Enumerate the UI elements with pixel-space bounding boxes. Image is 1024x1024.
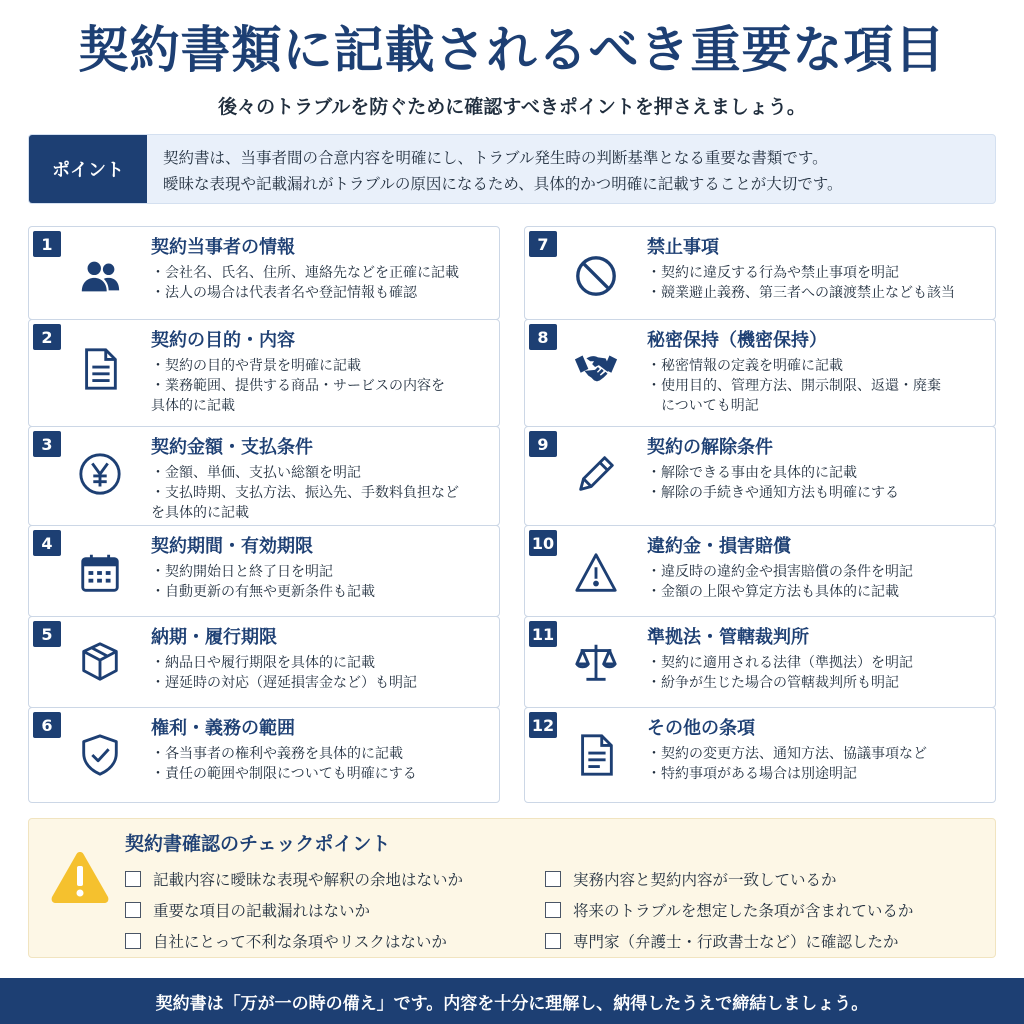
item-number: 10 — [529, 530, 557, 556]
item-point: ・支払時期、支払方法、振込先、手数料負担など — [151, 485, 459, 501]
item-point: ・特約事項がある場合は別途明記 — [647, 766, 857, 782]
item-title: 契約当事者の情報 — [151, 237, 295, 258]
item-point: ・責任の範囲や制限についても明確にする — [151, 766, 417, 782]
item-card-5 — [28, 616, 500, 708]
item-point: ・解除の手続きや通知方法も明確にする — [647, 485, 899, 501]
item-point: ・納品日や履行期限を具体的に記載 — [151, 655, 375, 671]
item-point: ・金額の上限や算定方法も具体的に記載 — [647, 584, 899, 600]
item-title: 準拠法・管轄裁判所 — [647, 627, 809, 648]
item-title: その他の条項 — [647, 718, 755, 739]
checkbox[interactable] — [545, 933, 561, 949]
item-point: ・金額、単価、支払い総額を明記 — [151, 465, 361, 481]
item-number: 3 — [33, 431, 61, 457]
item-number: 1 — [33, 231, 61, 257]
item-point: を具体的に記載 — [151, 505, 249, 521]
item-point: ・使用目的、管理方法、開示制限、返還・廃棄 — [647, 378, 941, 394]
point-label: ポイント — [29, 135, 147, 203]
prohibited-icon — [571, 251, 621, 301]
item-point: ・遅延時の対応（遅延損害金など）も明記 — [151, 675, 417, 691]
item-point: ・法人の場合は代表者名や登記情報も確認 — [151, 285, 417, 301]
checklist-title: 契約書確認のチェックポイント — [125, 833, 391, 855]
checklist-column-right — [545, 863, 913, 956]
item-number: 11 — [529, 621, 557, 647]
item-point: ・各当事者の権利や義務を具体的に記載 — [151, 746, 403, 762]
point-box — [28, 134, 996, 204]
calendar-icon — [75, 548, 125, 598]
point-text — [147, 135, 859, 203]
checklist-item[interactable] — [125, 863, 463, 894]
item-point: ・違反時の違約金や損害賠償の条件を明記 — [647, 564, 913, 580]
item-card-8 — [524, 319, 996, 427]
item-number: 8 — [529, 324, 557, 350]
checklist-label: 実務内容と契約内容が一致しているか — [573, 870, 837, 889]
item-number: 12 — [529, 712, 557, 738]
item-title: 契約の目的・内容 — [151, 330, 295, 351]
checkbox[interactable] — [545, 902, 561, 918]
item-point: ・競業避止義務、第三者への譲渡禁止なども該当 — [647, 285, 955, 301]
item-point: ・解除できる事由を具体的に記載 — [647, 465, 857, 481]
item-card-10 — [524, 525, 996, 617]
item-card-1 — [28, 226, 500, 320]
item-title: 納期・履行期限 — [151, 627, 277, 648]
item-point: ・契約開始日と終了日を明記 — [151, 564, 333, 580]
item-title: 禁止事項 — [647, 237, 719, 258]
item-number: 4 — [33, 530, 61, 556]
checklist-item[interactable] — [125, 925, 463, 956]
item-point: 具体的に記載 — [151, 398, 235, 414]
checkbox[interactable] — [125, 902, 141, 918]
item-point: ・業務範囲、提供する商品・サービスの内容を — [151, 378, 445, 394]
users-icon — [75, 251, 125, 301]
item-card-11 — [524, 616, 996, 708]
item-point: ・契約の変更方法、通知方法、協議事項など — [647, 746, 927, 762]
item-card-12 — [524, 707, 996, 803]
file-icon — [571, 730, 621, 780]
item-card-6 — [28, 707, 500, 803]
item-point: ・契約に違反する行為や禁止事項を明記 — [647, 265, 899, 281]
yen-icon — [75, 449, 125, 499]
warning-triangle-icon — [49, 849, 111, 905]
item-title: 契約の解除条件 — [647, 437, 773, 458]
item-point: ・自動更新の有無や更新条件も記載 — [151, 584, 375, 600]
item-number: 9 — [529, 431, 557, 457]
checklist-item[interactable] — [125, 894, 463, 925]
handshake-icon — [571, 342, 621, 392]
item-title: 秘密保持（機密保持） — [647, 330, 827, 351]
point-line-1: 契約書は、当事者間の合意内容を明確にし、トラブル発生時の判断基準となる重要な書類です。 — [163, 149, 828, 167]
item-title: 権利・義務の範囲 — [151, 718, 295, 739]
item-point: ・会社名、氏名、住所、連絡先などを正確に記載 — [151, 265, 459, 281]
checkbox[interactable] — [125, 871, 141, 887]
page-title: 契約書類に記載されるべき重要な項目 — [78, 21, 946, 79]
item-card-3 — [28, 426, 500, 526]
checklist-label: 重要な項目の記載漏れはないか — [153, 901, 371, 920]
checklist-label: 記載内容に曖昧な表現や解釈の余地はないか — [153, 870, 464, 889]
box-icon — [75, 637, 125, 687]
item-card-4 — [28, 525, 500, 617]
item-number: 6 — [33, 712, 61, 738]
pen-icon — [571, 449, 621, 499]
checklist-item[interactable] — [545, 925, 913, 956]
checklist-label: 自社にとって不利な条項やリスクはないか — [153, 932, 447, 951]
item-number: 2 — [33, 324, 61, 350]
checklist-item[interactable] — [545, 894, 913, 925]
checkbox[interactable] — [125, 933, 141, 949]
page-subtitle: 後々のトラブルを防ぐために確認すべきポイントを押さえましょう。 — [218, 96, 806, 118]
checklist-item[interactable] — [545, 863, 913, 894]
item-point: ・紛争が生じた場合の管轄裁判所も明記 — [647, 675, 899, 691]
item-card-7 — [524, 226, 996, 320]
items-column-left — [28, 226, 500, 802]
point-line-2: 曖昧な表現や記載漏れがトラブルの原因になるため、具体的かつ明確に記載することが大切です。 — [163, 175, 843, 193]
items-column-right — [524, 226, 996, 802]
item-card-9 — [524, 426, 996, 526]
shield-check-icon — [75, 730, 125, 780]
item-point: ・契約の目的や背景を明確に記載 — [151, 358, 361, 374]
checklist-label: 専門家（弁護士・行政書士など）に確認したか — [573, 932, 899, 951]
item-card-2 — [28, 319, 500, 427]
item-title: 契約金額・支払条件 — [151, 437, 313, 458]
checklist-column-left — [125, 863, 463, 956]
checklist-label: 将来のトラブルを想定した条項が含まれているか — [573, 901, 914, 920]
item-point: ・契約に適用される法律（準拠法）を明記 — [647, 655, 913, 671]
warning-icon — [571, 548, 621, 598]
footer-banner: 契約書は「万が一の時の備え」です。内容を十分に理解し、納得したうえで締結しましょう。 — [0, 978, 1024, 1024]
item-point: についても明記 — [647, 398, 759, 414]
checkbox[interactable] — [545, 871, 561, 887]
item-point: ・秘密情報の定義を明確に記載 — [647, 358, 843, 374]
checklist-box — [28, 818, 996, 958]
item-number: 5 — [33, 621, 61, 647]
item-title: 違約金・損害賠償 — [647, 536, 791, 557]
scales-icon — [571, 637, 621, 687]
item-number: 7 — [529, 231, 557, 257]
document-icon — [75, 344, 125, 394]
item-title: 契約期間・有効期限 — [151, 536, 313, 557]
